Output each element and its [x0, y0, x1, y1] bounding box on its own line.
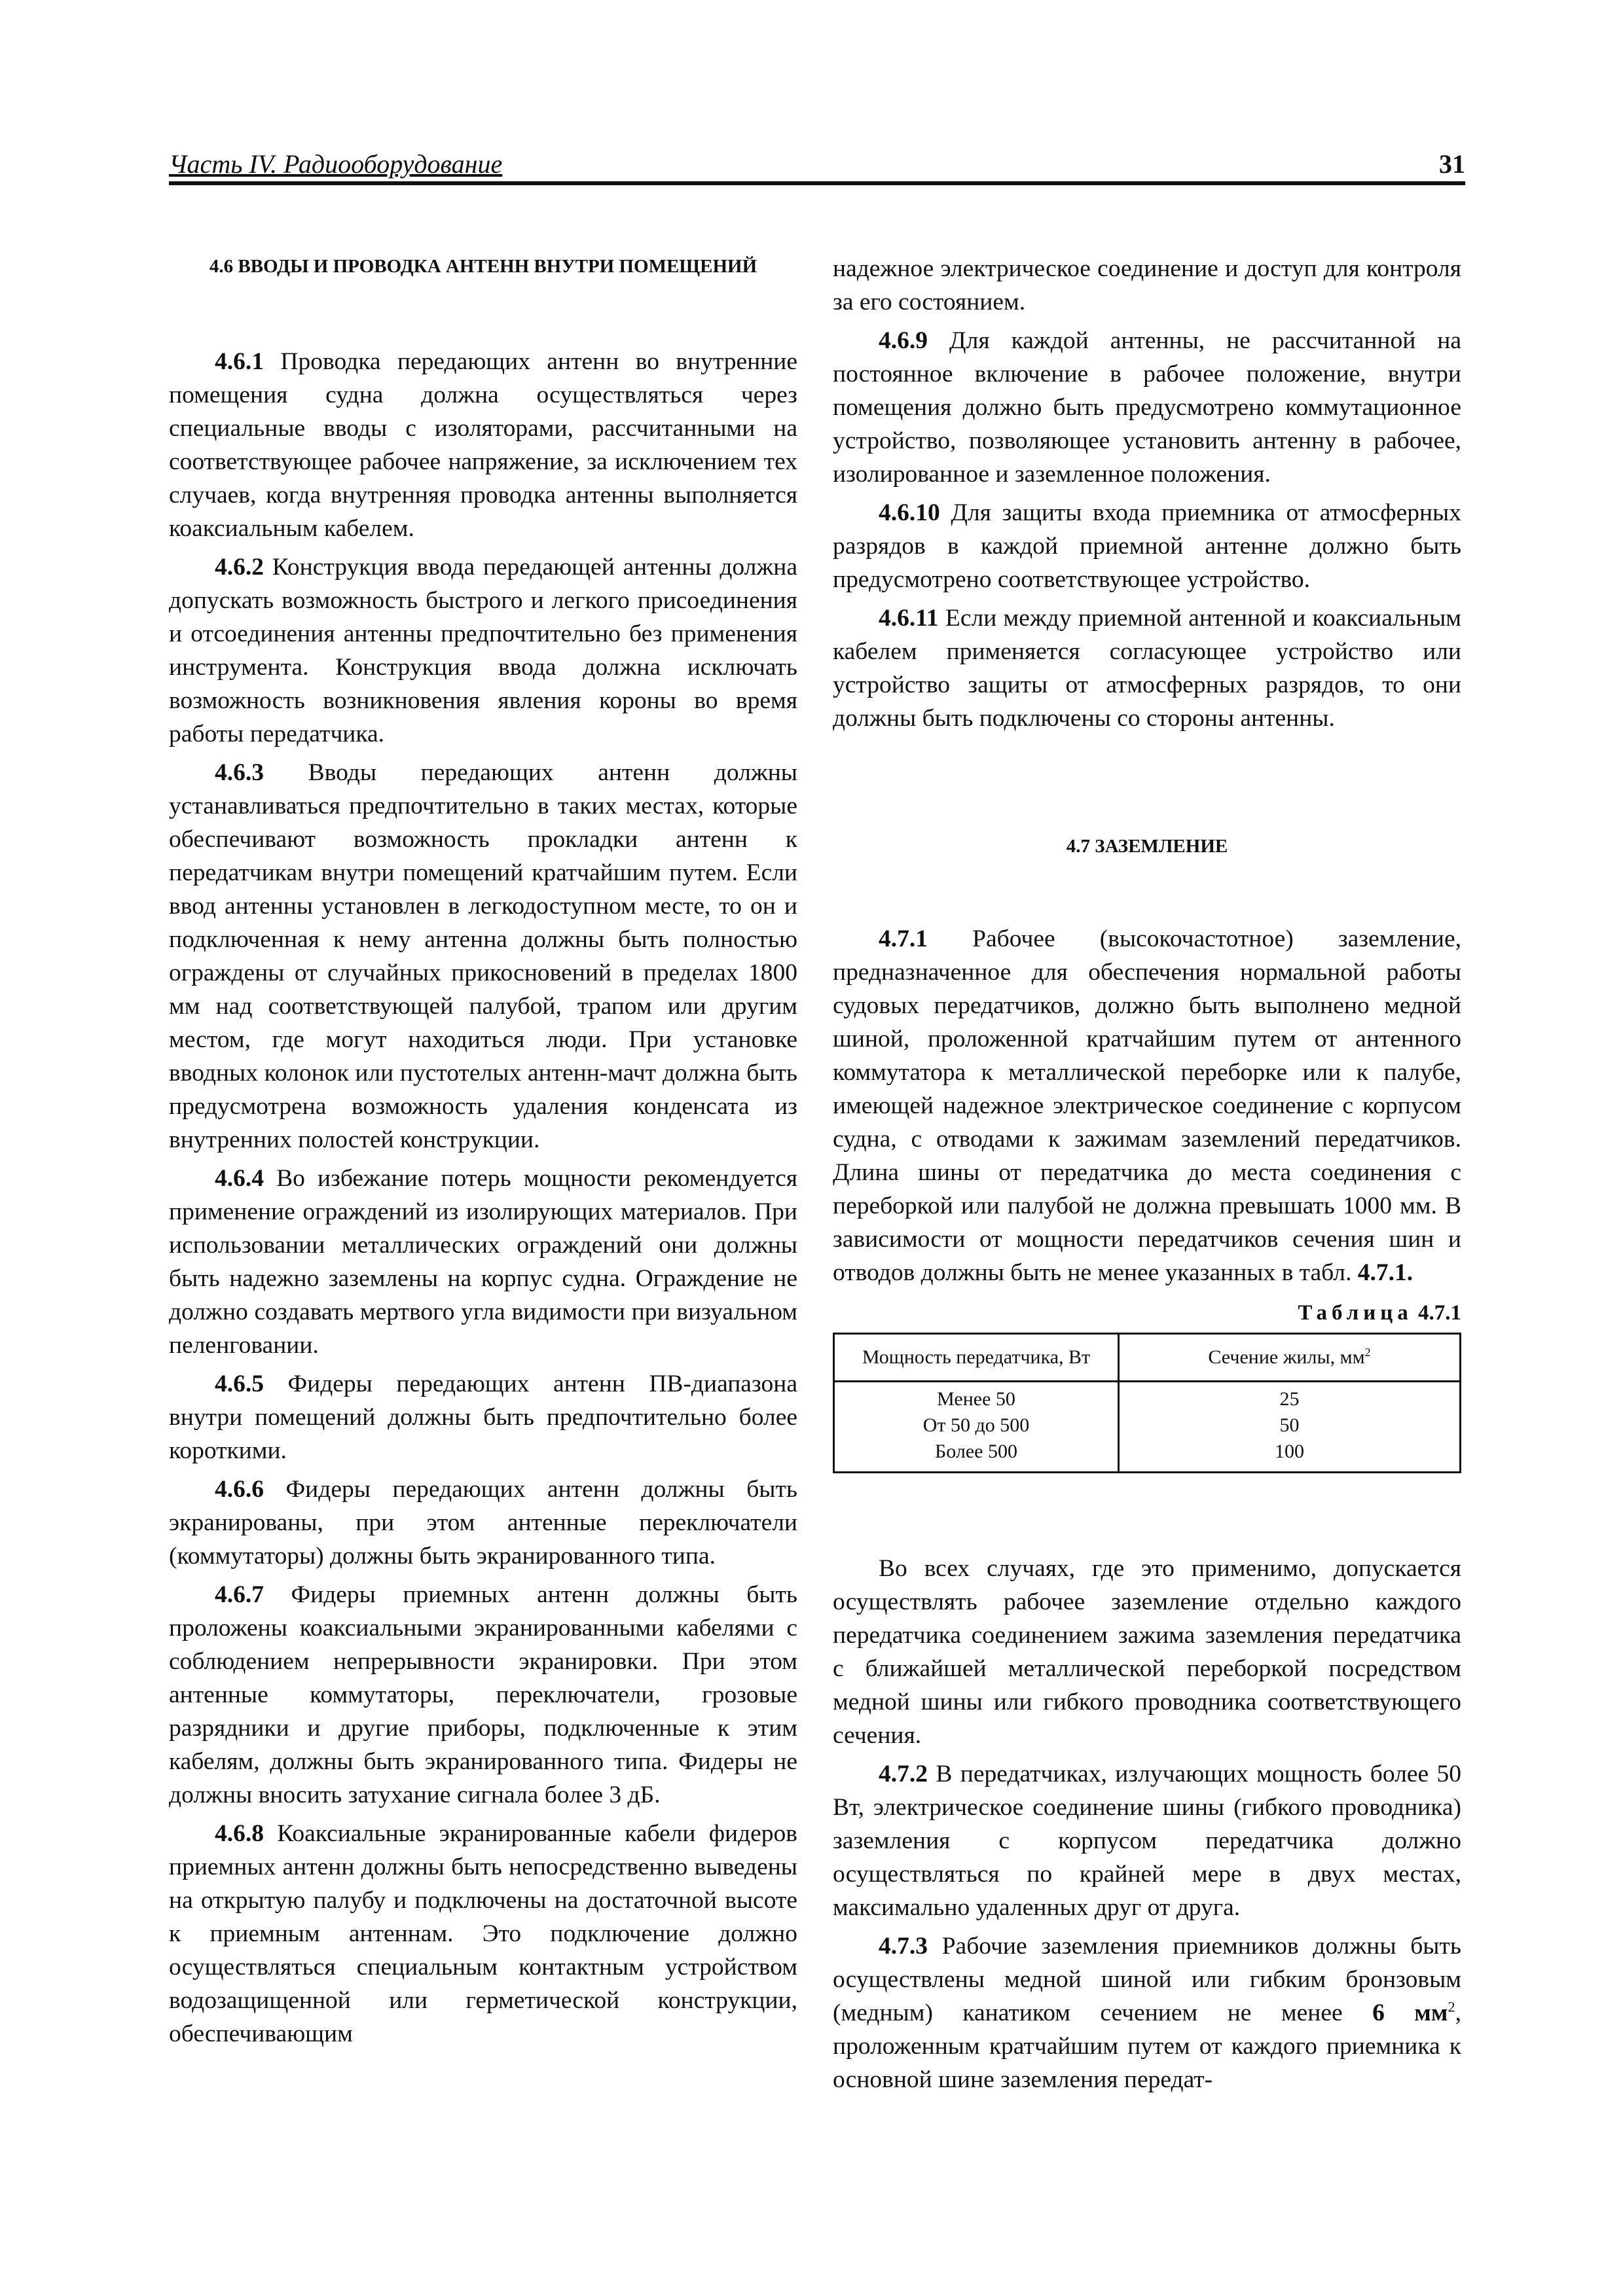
paragraph-text: Рабочее (высокочастотное) заземление, предназначенное для обеспечения нормальной работы судовых передатчиков, должно быть выполнено медной шиной, проложенной кратчайшим путем от антенного коммутатора к металлической переборке или к палубе, имеющей надежное электрическое соединение с корпусом судна, с отводами к зажимам заземлений передатчиков. Длина шины от передатчика до места соединения с переборкой или палубой не должна превышать 1000 мм. В зависимости от мощности передатчиков сечения шин и отводов должны быть не менее указанных в табл. [833, 925, 1461, 1286]
table-cell-cross-section [1119, 1382, 1461, 1473]
clause-number: 4.7.3 [879, 1933, 928, 1960]
section-heading-4-6: 4.6 ВВОДЫ И ПРОВОДКА АНТЕНН ВНУТРИ ПОМЕЩЕНИЙ [209, 256, 757, 277]
paragraph-4-6-5 [169, 1367, 797, 1467]
left-column [169, 252, 797, 2056]
table-header-power [834, 1334, 1119, 1382]
paragraph-4-6-10 [833, 496, 1461, 596]
paragraph-text: Проводка передающих антенн во внутренние помещения судна должна осуществляться через специальные вводы с изоляторами, рассчитанными на соответствующее рабочее напряжение, за исключением тех случаев, когда внутренняя проводка антенны выполняется коаксиальным кабелем. [169, 348, 797, 542]
right-column [833, 252, 1461, 2102]
paragraph-4-7-1 [833, 922, 1461, 1289]
clause-number: 4.6.1 [215, 348, 264, 375]
running-header [169, 147, 1465, 185]
cell-value: От 50 до 500 [922, 1414, 1030, 1436]
table-cell-power [834, 1382, 1119, 1473]
table-reference: 4.7.1. [1357, 1259, 1413, 1286]
superscript: 2 [1364, 1346, 1371, 1359]
paragraph-text: В передатчиках, излучающих мощность более 50 Вт, электрическое соединение шины (гибкого проводника) заземления с корпусом передатчика должно осуществляться по крайней мере в двух местах, максимально удаленных друг от друга. [833, 1761, 1461, 1921]
clause-number: 4.6.11 [879, 605, 939, 632]
clause-number: 4.6.3 [215, 759, 264, 786]
table-row [834, 1382, 1461, 1473]
clause-number: 4.6.2 [215, 554, 264, 581]
paragraph-4-7-3 [833, 1929, 1461, 2096]
paragraph-text: , проложенным кратчайшим путем от каждого приемника к основной шине заземления передат- [833, 2000, 1461, 2093]
table-caption-label: Таблица [1298, 1301, 1413, 1325]
cell-value: Менее 50 [937, 1388, 1015, 1410]
paragraph-text: Фидеры передающих антенн ПВ-диапазона внутри помещений должны быть предпочтительно более короткими. [169, 1371, 797, 1464]
cell-value: 50 [1279, 1414, 1300, 1436]
table-caption [833, 1299, 1461, 1327]
page-number: 31 [1439, 149, 1465, 179]
paragraph-4-6-4 [169, 1162, 797, 1362]
paragraph-4-6-6 [169, 1473, 797, 1573]
paragraph-text: Фидеры передающих антенн должны быть экранированы, при этом антенные переключатели (коммутаторы) должны быть экранированного типа. [169, 1476, 797, 1570]
paragraph-text: Если между приемной антенной и коаксиальным кабелем применяется согласующее устройство или устройство защиты от атмосферных разрядов, то они должны быть подключены со стороны антенны. [833, 605, 1461, 732]
paragraph-4-6-7 [169, 1578, 797, 1812]
clause-number: 4.7.1 [879, 925, 928, 952]
paragraph-text: Коаксиальные экранированные кабели фидеров приемных антенн должны быть непосредственно выведены на открытую палубу и подключены на достаточной высоте к приемным антеннам. Это подключение должно осуществляться специальным контактным устройством водозащищенной или герметической конструкции, обеспечивающим [169, 1820, 797, 2047]
paragraph-4-6-8 [169, 1817, 797, 2051]
clause-number: 4.6.4 [215, 1165, 264, 1192]
grounding-table [833, 1333, 1461, 1473]
clause-number: 4.6.7 [215, 1581, 264, 1608]
paragraph-4-7-2 [833, 1757, 1461, 1924]
section-title: Часть IV. Радиооборудование [169, 149, 503, 179]
clause-number: 4.7.2 [879, 1761, 928, 1787]
clause-number: 4.6.9 [879, 327, 928, 354]
clause-number: 4.6.5 [215, 1371, 264, 1397]
paragraph-text: Во избежание потерь мощности рекомендуется применение ограждений из изолирующих материалов. При использовании металлических ограждений они должны быть надежно заземлены на корпус судна. Ограждение не должно создавать мертвого угла видимости при визуальном пеленговании. [169, 1165, 797, 1359]
paragraph-4-6-9 [833, 324, 1461, 491]
paragraph-text: Для защиты входа приемника от атмосферных разрядов в каждой приемной антенне должно быть предусмотрено соответствующее устройство. [833, 499, 1461, 593]
header-text: Мощность передатчика, Вт [862, 1346, 1091, 1368]
cell-value: 100 [1275, 1441, 1304, 1462]
paragraph-4-6-2 [169, 550, 797, 751]
paragraph-text: Вводы передающих антенн должны устанавливаться предпочтительно в таких местах, которые обеспечивают возможность прокладки антенн к передатчикам внутри помещений кратчайшим путем. Если ввод антенны установлен в легкодоступном месте, то он и подключенная к нему антенна должны быть полностью ограждены от случайных прикосновений в пределах 1800 мм над соответствующей палубой, трапом или другим местом, где могут находиться люди. При установке вводных колонок или пустотелых антенн-мачт должна быть предусмотрена возможность удаления конденсата из внутренних полостей конструкции. [169, 759, 797, 1153]
cell-value: 25 [1279, 1388, 1300, 1410]
table-caption-number: 4.7.1 [1418, 1301, 1461, 1325]
paragraph-4-6-11 [833, 601, 1461, 735]
clause-number: 4.6.6 [215, 1476, 264, 1503]
header-text: Сечение жилы, мм [1208, 1346, 1365, 1368]
clause-number: 4.6.8 [215, 1820, 264, 1847]
paragraph-text: Фидеры приемных антенн должны быть проложены коаксиальными экранированными кабелями с соблюдением непрерывности экранировки. При этом антенные коммутаторы, переключатели, грозовые разрядники и другие приборы, подключенные к этим кабелям, должны быть экранированного типа. Фидеры не должны вносить затухание сигнала более 3 дБ. [169, 1581, 797, 1808]
paragraph-4-6-3 [169, 756, 797, 1157]
paragraph-text: Конструкция ввода передающей антенны должна допускать возможность быстрого и легкого присоединения и отсоединения антенны предпочтительно без применения инструмента. Конструкция ввода должна исключать возможность возникновения явления короны во время работы передатчика. [169, 554, 797, 747]
paragraph-after-table: Во всех случаях, где это применимо, допускается осуществлять рабочее заземление отдельно каждого передатчика соединением зажима заземления передатчика с ближайшей металлической переборкой посредством медной шины или гибкого проводника соответствующего сечения. [833, 1555, 1461, 1749]
paragraph-text: Для каждой антенны, не рассчитанной на постоянное включение в рабочее положение, внутри помещения должно быть предусмотрено коммутационное устройство, позволяющее установить антенну в рабочее, изолированное и заземленное положения. [833, 327, 1461, 488]
paragraph-4-6-8-continuation: надежное электрическое соединение и доступ для контроля за его состоянием. [833, 255, 1461, 315]
cell-value: Более 500 [935, 1441, 1017, 1462]
superscript: 2 [1448, 1998, 1455, 2015]
section-heading-4-7: 4.7 ЗАЗЕМЛЕНИЕ [1066, 836, 1228, 857]
bold-value: 6 мм [1372, 2000, 1448, 2026]
table-header-cross-section [1119, 1334, 1461, 1382]
paragraph-text: Рабочие заземления приемников должны быть осуществлены медной шиной или гибким бронзовым (медным) канатиком сечением не менее [833, 1933, 1461, 2026]
table-header-row [834, 1334, 1461, 1382]
paragraph-4-6-1 [169, 345, 797, 545]
clause-number: 4.6.10 [879, 499, 940, 526]
